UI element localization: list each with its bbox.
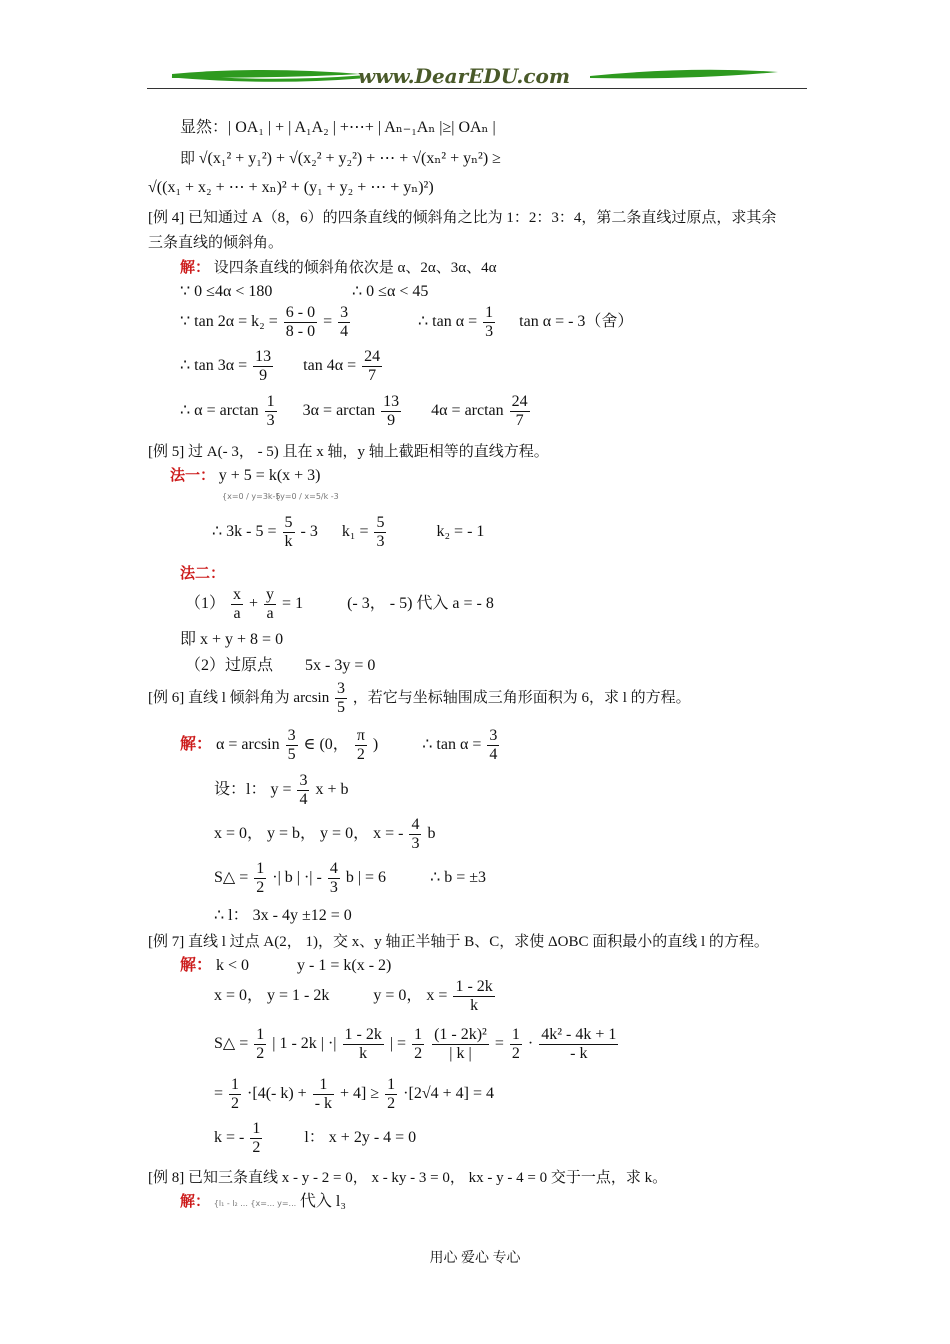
fraction: $\frac{\pi}{2}$ xyxy=(356,727,365,763)
fraction: $\frac{1}{2}$ xyxy=(256,860,265,896)
fraction: $\frac{\text{(1 - 2k)²}}{| k |}$ xyxy=(434,1026,487,1062)
fraction: $\frac{x}{a}$ xyxy=(233,586,242,622)
expr: ·[4(- k) + xyxy=(247,1085,307,1103)
prefix: 即 xyxy=(180,151,196,167)
expr: ∈ (0， xyxy=(303,736,349,754)
expr: x = 0， y = 1 - 2k xyxy=(214,987,330,1005)
text: 设四条直线的倾斜角依次是 α、2α、3α、4α xyxy=(213,260,497,276)
example-8-title: [例 8] 已知三条直线 x - y - 2 = 0， x - ky - 3 = 0， kx - y - 4 = 0 交于一点，求 k。 xyxy=(148,1170,668,1186)
fraction: $\frac{1}{- k}$ xyxy=(314,1076,333,1112)
expr: 代入 l₃ xyxy=(299,1193,346,1210)
fraction: $\frac{1}{3}$ xyxy=(485,304,494,340)
expr: ∴ b = ±3 xyxy=(430,869,487,887)
fraction: $\frac{1}{2}$ xyxy=(414,1026,423,1062)
example-5-title: [例 5] 过 A(- 3， - 5) 且在 x 轴，y 轴上截距相等的直线方程。 xyxy=(148,444,549,460)
fraction: $\frac{3}{4}$ xyxy=(489,727,498,763)
expr: S△ = xyxy=(214,1035,249,1053)
example-7-title: [例 7] 直线 l 过点 A(2， 1)，交 x、y 轴正半轴于 B、C，求使 ΔOBC 面积最小的直线 l 的方程。 xyxy=(148,934,769,950)
expr: （2）过原点 xyxy=(185,657,274,674)
expr: k₂ = - 1 xyxy=(436,523,485,541)
method-2-label: 法二： xyxy=(180,566,226,582)
expr: ∴ tan 3α = xyxy=(180,357,248,375)
example-6-title xyxy=(148,680,691,717)
expr: ∴ tan α = xyxy=(418,313,478,331)
expr: - 3 xyxy=(300,523,318,541)
method-1-label: 法一： xyxy=(170,468,216,484)
expr: l： x + 2y - 4 = 0 xyxy=(304,1129,417,1147)
expr: ∴ tan α = xyxy=(422,736,482,754)
fraction: $\frac{24}{7}$ xyxy=(364,348,381,384)
expr: ·| b | ·| - xyxy=(272,869,322,887)
fraction: $\frac{1 - 2k}{k}$ xyxy=(344,1026,382,1062)
expr: x = 0， y = b， y = 0， x = - xyxy=(214,825,404,843)
expr: = xyxy=(214,1085,224,1103)
expr: ) xyxy=(372,736,379,754)
fraction: $\frac{13}{9}$ xyxy=(255,348,272,384)
math-line xyxy=(185,656,375,676)
expr: ∴ α = arctan xyxy=(180,402,259,420)
example-4-title-cont: 三条直线的倾斜角。 xyxy=(148,235,284,251)
fraction: $\frac{1}{2}$ xyxy=(252,1120,261,1156)
expr: = xyxy=(494,1035,504,1053)
math-line xyxy=(214,772,349,809)
expr: + xyxy=(249,595,259,613)
text-line: √((x₁ + x₂ + ⋯ + xₙ)² + (y₁ + y₂ + ⋯ + yₙ)²) xyxy=(148,179,434,196)
math-line xyxy=(214,816,435,853)
fraction: $\frac{13}{9}$ xyxy=(383,393,400,429)
math-line xyxy=(180,282,272,302)
fraction: $\frac{3}{4}$ xyxy=(340,304,349,340)
math-line xyxy=(214,860,486,897)
tiny-formula: {y=0 / x=5/k -3 xyxy=(275,492,339,501)
expr: b | = 6 xyxy=(345,869,387,887)
math-line xyxy=(180,304,352,341)
method-line xyxy=(180,564,225,584)
expr: + 4] ≥ xyxy=(340,1085,380,1103)
expr: ∵ tan 2α = k₂ = xyxy=(180,313,278,331)
math-line xyxy=(418,304,633,341)
expr: | 1 - 2k | ·| xyxy=(272,1035,337,1053)
math-line xyxy=(180,393,532,430)
example-4-title: [例 4] 已知通过 A（8，6）的四条直线的倾斜角之比为 1：2：3：4，第二条直线过原点，求其余 xyxy=(148,210,777,226)
solution-line xyxy=(180,258,496,278)
math-line xyxy=(214,1026,620,1063)
fraction: $\frac{y}{a}$ xyxy=(266,586,275,622)
math-line xyxy=(214,1120,416,1157)
expr: ·[2√4 + 4] = 4 xyxy=(403,1085,494,1103)
text-line: 显然：| OA₁ | + | A₁A₂ | +⋯+ | Aₙ₋₁Aₙ |≥| OAₙ | xyxy=(180,119,496,136)
footer-motto: 用心 爱心 专心 xyxy=(429,1251,521,1266)
expr: tan α = - 3（舍） xyxy=(519,313,634,331)
expr: 设：l： y = xyxy=(214,781,292,799)
math-line: ∴ l： 3x - 4y ±12 = 0 xyxy=(214,907,352,924)
expr: ∴ 0 ≤α < 45 xyxy=(352,283,429,300)
fraction: $\frac{4}{3}$ xyxy=(411,816,420,852)
expr: · xyxy=(527,1035,534,1053)
fraction: $\frac{3}{4}$ xyxy=(299,772,308,808)
math-line xyxy=(214,1076,494,1113)
fraction: $\frac{5}{k}$ xyxy=(284,514,293,550)
fraction: $\frac{4}{3}$ xyxy=(329,860,338,896)
expr: (- 3， - 5) 代入 a = - 8 xyxy=(347,595,494,613)
fraction: $\frac{24}{7}$ xyxy=(511,393,528,429)
tiny-formula: {l₁ - l₂ ... {x=... y=... xyxy=(213,1199,297,1208)
fraction: $\frac{1}{3}$ xyxy=(266,393,275,429)
expr: k = - xyxy=(214,1129,245,1147)
fraction: $\frac{1}{2}$ xyxy=(256,1026,265,1062)
text-line xyxy=(180,149,501,169)
expr: | = xyxy=(389,1035,407,1053)
text: [例 6] 直线 l 倾斜角为 arcsin xyxy=(148,689,330,706)
fraction: $\frac{1}{2}$ xyxy=(387,1076,396,1112)
expr: α = arcsin xyxy=(216,736,280,754)
fraction: $\frac{6 - 0}{8 - 0}$ xyxy=(285,304,316,340)
math-line xyxy=(180,956,391,976)
math-line xyxy=(352,282,428,302)
formula: √(x₁² + y₁²) + √(x₂² + y₂²) + ⋯ + √(xₙ² + yₙ²) ≥ xyxy=(198,150,501,167)
solution-label: 解： xyxy=(180,736,213,754)
solution-label: 解： xyxy=(180,1194,211,1210)
expr: （1） xyxy=(185,595,226,613)
text: ，若它与坐标轴围成三角形面积为 6，求 l 的方程。 xyxy=(352,689,691,706)
math-line xyxy=(185,586,494,623)
solution-label: 解： xyxy=(180,957,213,974)
fraction: $\frac{3}{5}$ xyxy=(287,727,296,763)
fraction: $\frac{1 - 2k}{k}$ xyxy=(455,978,493,1014)
fraction: $\frac{\text{4k² - 4k + 1}}{- k}$ xyxy=(541,1026,617,1062)
expr: y - 1 = k(x - 2) xyxy=(297,957,392,974)
header-site-name[interactable]: www.DearEDU.com xyxy=(358,64,571,88)
header-rule xyxy=(147,88,807,89)
math-line xyxy=(180,727,501,764)
method-line xyxy=(170,466,321,486)
expr: k₁ = xyxy=(341,523,369,541)
expr: x + b xyxy=(315,781,349,799)
expr: y + 5 = k(x + 3) xyxy=(218,467,321,484)
expr: 5x - 3y = 0 xyxy=(305,657,376,674)
math-line xyxy=(180,348,384,385)
fraction: $\frac{5}{3}$ xyxy=(376,514,385,550)
expr: = xyxy=(323,313,333,331)
fraction: $\frac{1}{2}$ xyxy=(231,1076,240,1112)
fraction: $\frac{1}{2}$ xyxy=(511,1026,520,1062)
expr: 4α = arctan xyxy=(431,402,504,420)
expr: 3α = arctan xyxy=(302,402,376,420)
header-banner xyxy=(170,64,780,88)
solution-line xyxy=(180,1192,346,1214)
fraction: $\frac{3}{5}$ xyxy=(336,680,345,716)
math-line: 即 x + y + 8 = 0 xyxy=(180,631,284,648)
expr: b xyxy=(427,825,436,843)
math-line xyxy=(214,978,497,1015)
expr: = 1 xyxy=(282,595,304,613)
math-line xyxy=(212,514,484,551)
solution-label: 解： xyxy=(180,260,211,276)
expr: ∴ 3k - 5 = xyxy=(212,523,277,541)
expr: y = 0， x = xyxy=(373,987,448,1005)
expr: k < 0 xyxy=(216,957,250,974)
expr: ∵ 0 ≤4α < 180 xyxy=(180,283,273,300)
tiny-formula: {x=0 / y=3k-5 xyxy=(222,492,281,501)
expr: tan 4α = xyxy=(303,357,357,375)
expr: S△ = xyxy=(214,869,249,887)
